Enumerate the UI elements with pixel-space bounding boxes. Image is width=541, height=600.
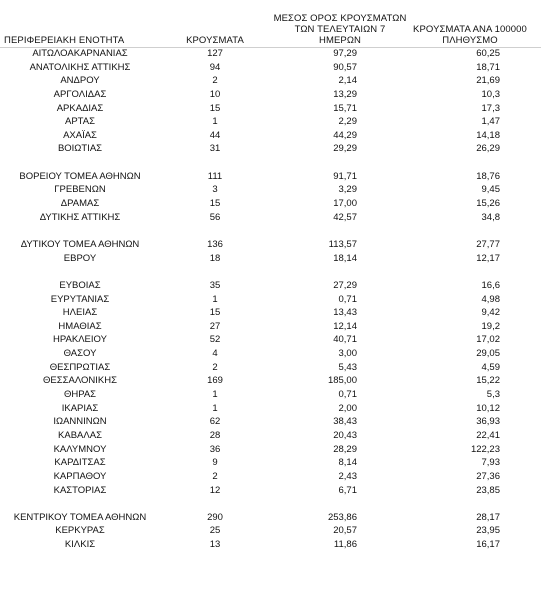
avg7-cell: 3,00 xyxy=(338,348,357,360)
cases-cell: 9 xyxy=(212,457,218,469)
avg7-cell: 97,29 xyxy=(333,48,357,59)
avg7-cell: 11,86 xyxy=(333,539,357,551)
row-spacer xyxy=(0,156,541,170)
cases-cell: 52 xyxy=(209,334,221,346)
avg7-cell: 12,14 xyxy=(333,320,357,332)
header-cases-per-100k: ΚΡΟΥΣΜΑΤΑ ΑΝΑ 100000 ΠΛΗΘΥΣΜΟ xyxy=(413,24,527,46)
per100k-cell: 19,2 xyxy=(481,320,500,332)
region-cell: ΚΕΝΤΡΙΚΟΥ ΤΟΜΕΑ ΑΘΗΝΩΝ xyxy=(13,511,147,523)
per100k-cell: 21,69 xyxy=(476,75,500,87)
cases-cell: 10 xyxy=(209,88,221,100)
table-row xyxy=(0,347,541,361)
avg7-cell: 8,14 xyxy=(338,457,357,469)
region-cell: ΕΒΡΟΥ xyxy=(63,252,97,264)
table-row xyxy=(0,279,541,293)
region-cell: ΑΙΤΩΛΟΑΚΑΡΝΑΝΙΑΣ xyxy=(32,48,128,59)
per100k-cell: 10,12 xyxy=(476,402,500,414)
per100k-cell: 27,36 xyxy=(476,470,500,482)
avg7-cell: 113,57 xyxy=(328,238,357,250)
cases-cell: 127 xyxy=(207,48,223,59)
region-cell: ΓΡΕΒΕΝΩΝ xyxy=(54,184,106,196)
table-row xyxy=(0,197,541,211)
region-cell: ΘΕΣΠΡΩΤΙΑΣ xyxy=(49,361,111,373)
region-cell: ΗΡΑΚΛΕΙΟΥ xyxy=(53,334,107,346)
cases-cell: 13 xyxy=(209,539,221,551)
region-cell: ΚΑΡΠΑΘΟΥ xyxy=(53,470,107,482)
per100k-cell: 14,18 xyxy=(476,129,500,141)
avg7-cell: 15,71 xyxy=(333,102,357,114)
row-spacer xyxy=(0,497,541,511)
cases-cell: 36 xyxy=(209,443,221,455)
table-row xyxy=(0,115,541,129)
avg7-cell: 20,57 xyxy=(333,525,357,537)
per100k-cell: 23,85 xyxy=(476,484,500,496)
region-cell: ΚΙΛΚΙΣ xyxy=(64,539,96,551)
per100k-cell: 9,45 xyxy=(481,184,500,196)
cases-cell: 56 xyxy=(209,211,221,223)
region-cell: ΗΜΑΘΙΑΣ xyxy=(58,320,102,332)
region-cell: ΚΕΡΚΥΡΑΣ xyxy=(55,525,105,537)
table-row xyxy=(0,320,541,334)
avg7-cell: 2,43 xyxy=(338,470,357,482)
cases-cell: 3 xyxy=(212,184,218,196)
cases-cell: 15 xyxy=(209,102,221,114)
header-region: ΠΕΡΙΦΕΡΕΙΑΚΗ ΕΝΟΤΗΤΑ xyxy=(4,35,125,46)
avg7-cell: 91,71 xyxy=(333,170,357,182)
cases-cell: 2 xyxy=(212,470,218,482)
table-row xyxy=(0,333,541,347)
region-cell: ΑΡΤΑΣ xyxy=(65,116,95,128)
cases-cell: 4 xyxy=(212,348,218,360)
cases-cell: 169 xyxy=(207,375,223,387)
avg7-cell: 6,71 xyxy=(338,484,357,496)
cases-cell: 2 xyxy=(212,361,218,373)
per100k-cell: 27,77 xyxy=(476,238,500,250)
avg7-cell: 3,29 xyxy=(338,184,357,196)
table-row xyxy=(0,402,541,416)
table-row xyxy=(0,443,541,457)
cases-cell: 35 xyxy=(209,279,221,291)
per100k-cell: 29,05 xyxy=(476,348,500,360)
per100k-cell: 28,17 xyxy=(476,511,500,523)
cases-cell: 1 xyxy=(212,389,218,401)
cases-cell: 12 xyxy=(209,484,221,496)
per100k-cell: 23,95 xyxy=(476,525,500,537)
row-spacer xyxy=(0,224,541,238)
per100k-cell: 122,23 xyxy=(470,443,500,455)
avg7-cell: 38,43 xyxy=(333,416,357,428)
table-row xyxy=(0,538,541,552)
table-row xyxy=(0,470,541,484)
table-row xyxy=(0,129,541,143)
cases-cell: 28 xyxy=(209,429,221,441)
per100k-cell: 16,6 xyxy=(481,279,500,291)
cases-cell: 136 xyxy=(207,238,223,250)
table-row xyxy=(0,170,541,184)
table-row xyxy=(0,511,541,525)
table-row xyxy=(0,306,541,320)
cases-cell: 15 xyxy=(209,307,221,319)
avg7-cell: 13,43 xyxy=(333,307,357,319)
cases-cell: 94 xyxy=(209,61,221,73)
table-row xyxy=(0,388,541,402)
per100k-cell: 12,17 xyxy=(476,252,500,264)
table-row xyxy=(0,61,541,75)
cases-cell: 15 xyxy=(209,198,221,210)
table-row xyxy=(0,183,541,197)
avg7-cell: 2,14 xyxy=(338,75,357,87)
region-cell: ΚΑΛΥΜΝΟΥ xyxy=(53,443,107,455)
avg7-cell: 90,57 xyxy=(333,61,357,73)
per100k-cell: 18,71 xyxy=(476,61,500,73)
table-row xyxy=(0,252,541,266)
region-cell: ΘΑΣΟΥ xyxy=(63,348,97,360)
table-row xyxy=(0,211,541,225)
per100k-cell: 17,3 xyxy=(481,102,500,114)
table-row xyxy=(0,47,541,61)
per100k-cell: 10,3 xyxy=(481,88,500,100)
avg7-cell: 185,00 xyxy=(327,375,357,387)
table-row xyxy=(0,429,541,443)
per100k-cell: 15,26 xyxy=(476,198,500,210)
avg7-cell: 17,00 xyxy=(333,198,357,210)
cases-cell: 1 xyxy=(212,293,218,305)
table-row xyxy=(0,524,541,538)
region-cell: ΔΥΤΙΚΟΥ ΤΟΜΕΑ ΑΘΗΝΩΝ xyxy=(20,238,140,250)
table-row xyxy=(0,415,541,429)
region-cell: ΕΥΒΟΙΑΣ xyxy=(59,279,101,291)
region-cell: ΒΟΙΩΤΙΑΣ xyxy=(57,143,103,155)
header-7day-average: ΜΕΣΟΣ ΟΡΟΣ ΚΡΟΥΣΜΑΤΩΝ ΤΩΝ ΤΕΛΕΥΤΑΙΩΝ 7 ΗΜΕΡΩΝ xyxy=(273,13,407,46)
region-cell: ΑΧΑΪΑΣ xyxy=(63,129,97,141)
per100k-cell: 16,17 xyxy=(476,539,500,551)
region-cell: ΙΩΑΝΝΙΝΩΝ xyxy=(53,416,107,428)
cases-cell: 1 xyxy=(212,402,218,414)
table-row xyxy=(0,361,541,375)
avg7-cell: 13,29 xyxy=(333,88,357,100)
cases-cell: 25 xyxy=(209,525,221,537)
row-spacer xyxy=(0,265,541,279)
cases-cell: 62 xyxy=(209,416,221,428)
avg7-cell: 44,29 xyxy=(333,129,357,141)
region-cell: ΔΡΑΜΑΣ xyxy=(60,198,100,210)
region-cell: ΕΥΡΥΤΑΝΙΑΣ xyxy=(50,293,110,305)
cases-cell: 18 xyxy=(209,252,221,264)
per100k-cell: 4,59 xyxy=(481,361,500,373)
avg7-cell: 0,71 xyxy=(338,389,357,401)
per100k-cell: 4,98 xyxy=(481,293,500,305)
region-cell: ΚΑΒΑΛΑΣ xyxy=(58,429,102,441)
region-cell: ΙΚΑΡΙΑΣ xyxy=(61,402,99,414)
table-row xyxy=(0,102,541,116)
per100k-cell: 9,42 xyxy=(481,307,500,319)
cases-cell: 111 xyxy=(207,170,223,182)
per100k-cell: 22,41 xyxy=(476,429,500,441)
region-cell: ΑΡΓΟΛΙΔΑΣ xyxy=(53,88,107,100)
region-cell: ΒΟΡΕΙΟΥ ΤΟΜΕΑ ΑΘΗΝΩΝ xyxy=(19,170,141,182)
cases-cell: 44 xyxy=(209,129,221,141)
header-cases: ΚΡΟΥΣΜΑΤΑ xyxy=(186,35,244,46)
region-cell: ΘΗΡΑΣ xyxy=(63,389,97,401)
per100k-cell: 7,93 xyxy=(481,457,500,469)
per100k-cell: 18,76 xyxy=(476,170,500,182)
table-row xyxy=(0,142,541,156)
region-cell: ΗΛΕΙΑΣ xyxy=(62,307,98,319)
per100k-cell: 60,25 xyxy=(476,48,500,59)
per100k-cell: 17,02 xyxy=(476,334,500,346)
cases-cell: 31 xyxy=(209,143,221,155)
region-cell: ΑΝΑΤΟΛΙΚΗΣ ΑΤΤΙΚΗΣ xyxy=(29,61,131,73)
region-cell: ΘΕΣΣΑΛΟΝΙΚΗΣ xyxy=(43,375,117,387)
per100k-cell: 15,22 xyxy=(476,375,500,387)
table-row xyxy=(0,456,541,470)
region-cell: ΑΝΔΡΟΥ xyxy=(60,75,100,87)
per100k-cell: 1,47 xyxy=(481,116,500,128)
avg7-cell: 2,00 xyxy=(338,402,357,414)
region-cell: ΚΑΣΤΟΡΙΑΣ xyxy=(53,484,107,496)
avg7-cell: 20,43 xyxy=(333,429,357,441)
table-row xyxy=(0,238,541,252)
cases-cell: 1 xyxy=(212,116,218,128)
avg7-cell: 40,71 xyxy=(333,334,357,346)
avg7-cell: 42,57 xyxy=(333,211,357,223)
cases-cell: 2 xyxy=(212,75,218,87)
region-cell: ΚΑΡΔΙΤΣΑΣ xyxy=(54,457,106,469)
per100k-cell: 26,29 xyxy=(476,143,500,155)
per100k-cell: 5,3 xyxy=(486,389,500,401)
table-row xyxy=(0,88,541,102)
region-cell: ΔΥΤΙΚΗΣ ΑΤΤΙΚΗΣ xyxy=(39,211,121,223)
table-body xyxy=(0,47,541,552)
avg7-cell: 0,71 xyxy=(338,293,357,305)
avg7-cell: 29,29 xyxy=(333,143,357,155)
avg7-cell: 2,29 xyxy=(338,116,357,128)
table-row xyxy=(0,374,541,388)
table-row xyxy=(0,74,541,88)
per100k-cell: 36,93 xyxy=(476,416,500,428)
avg7-cell: 253,86 xyxy=(327,511,357,523)
table-row xyxy=(0,293,541,307)
avg7-cell: 27,29 xyxy=(333,279,357,291)
table-row xyxy=(0,484,541,498)
avg7-cell: 18,14 xyxy=(333,252,357,264)
per100k-cell: 34,8 xyxy=(481,211,500,223)
avg7-cell: 5,43 xyxy=(338,361,357,373)
cases-cell: 27 xyxy=(209,320,221,332)
avg7-cell: 28,29 xyxy=(333,443,357,455)
cases-cell: 290 xyxy=(207,511,223,523)
region-cell: ΑΡΚΑΔΙΑΣ xyxy=(56,102,104,114)
